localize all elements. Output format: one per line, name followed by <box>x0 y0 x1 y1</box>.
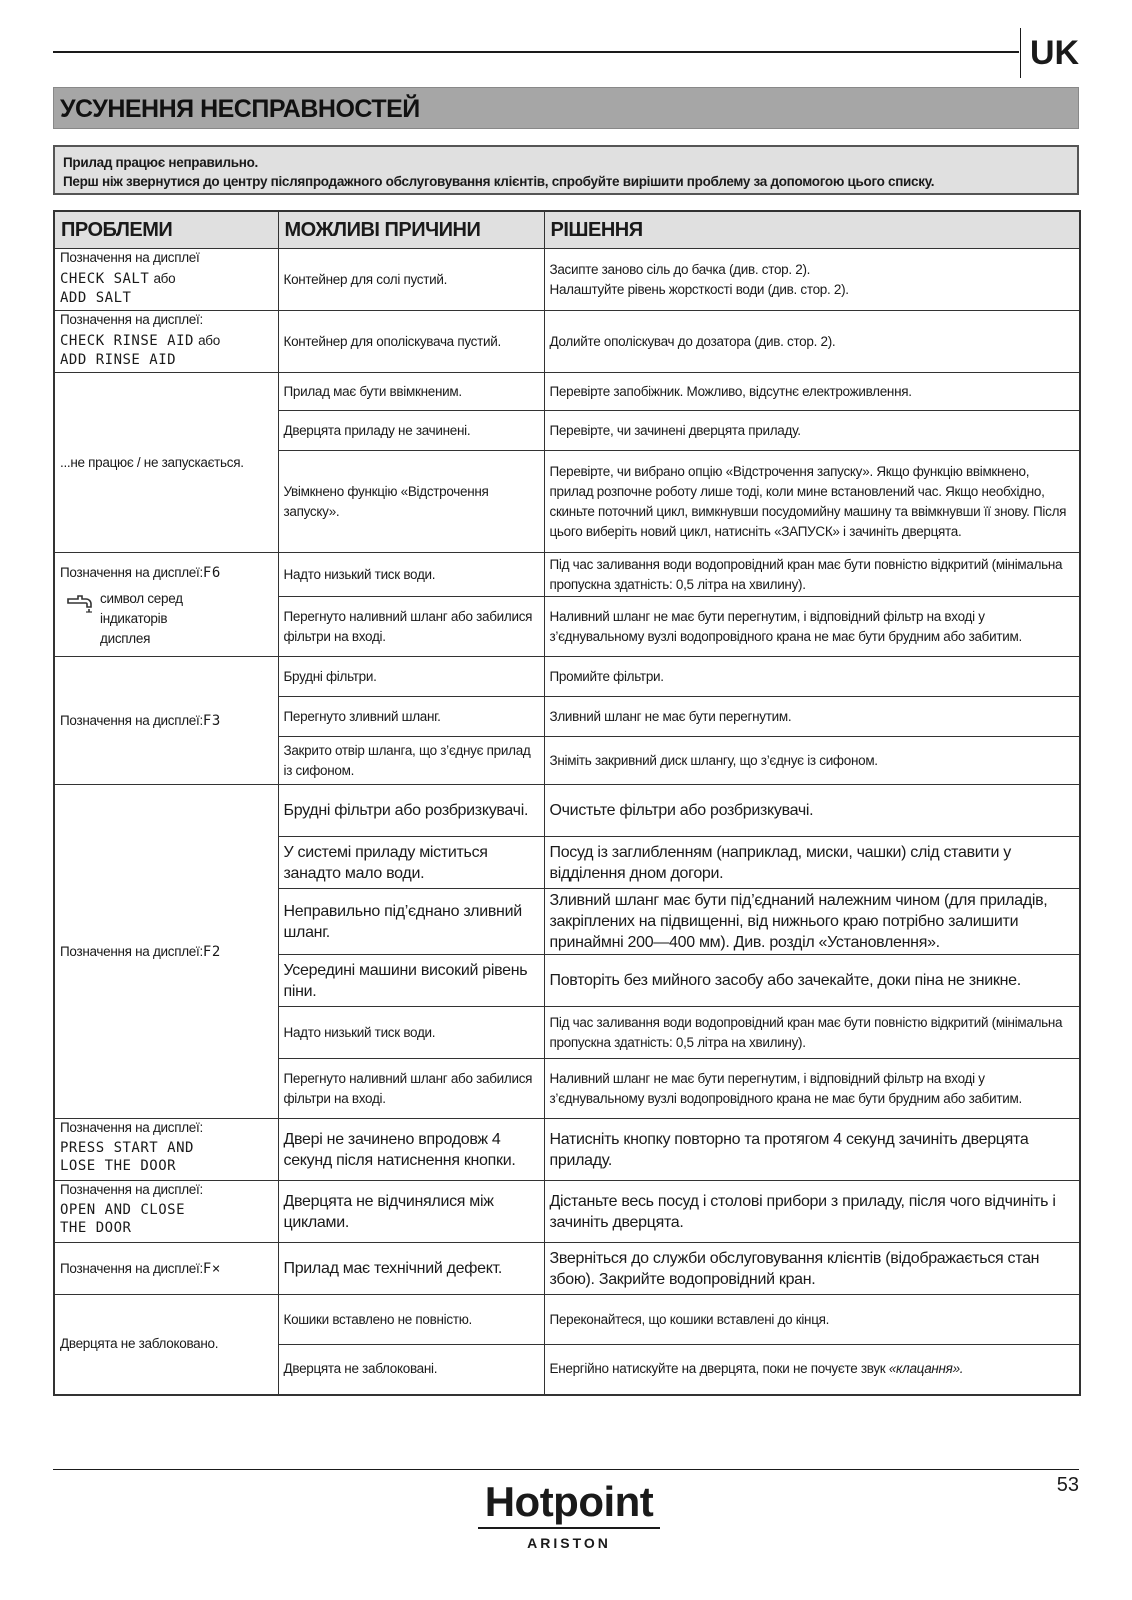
brand-subname: ARISTON <box>527 1535 611 1551</box>
display-code: CHECK SALT <box>60 271 150 287</box>
display-code: OPEN AND CLOSE <box>60 1202 186 1218</box>
table-row <box>54 311 1080 373</box>
header-divider <box>1020 28 1021 78</box>
display-label: Позначення на дисплеї <box>60 250 200 265</box>
cause-cell: Закрито отвір шланга, що з’єднує прилад із сифоном. <box>278 737 544 785</box>
cause-cell: Дверцята не відчинялися між циклами. <box>278 1181 544 1243</box>
solution-cell <box>544 249 1080 311</box>
problem-cell: Дверцята не заблоковано. <box>54 1295 278 1395</box>
cause-cell: Дверцята приладу не зачинені. <box>278 411 544 451</box>
troubleshooting-table <box>53 210 1081 1396</box>
solution-cell: Зливний шланг не має бути перегнутим. <box>544 697 1080 737</box>
cause-cell: Надто низький тиск води. <box>278 553 544 597</box>
language-code: UK <box>1030 34 1080 72</box>
solution-cell: Переконайтеся, що кошики вставлені до кінця. <box>544 1295 1080 1345</box>
problem-cell <box>54 249 278 311</box>
header-rule <box>53 51 1019 53</box>
problem-cell <box>54 785 278 1119</box>
problem-cell <box>54 553 278 657</box>
display-code: F3 <box>202 712 221 729</box>
cause-cell: Двері не зачинено впродовж 4 секунд після натиснення кнопки. <box>278 1119 544 1181</box>
problem-cell <box>54 1243 278 1295</box>
table-row <box>54 249 1080 311</box>
problem-cell <box>54 1181 278 1243</box>
solution-emphasis: «клацання». <box>888 1361 964 1377</box>
cause-cell: Прилад має бути ввімкненим. <box>278 373 544 411</box>
display-code: LOSE THE DOOR <box>60 1158 177 1174</box>
solution-cell: Наливний шланг не має бути перегнутим, і відповідний фільтр на вході у з’єднувальному вузлі водопровідного крана не має бути брудним або забитим. <box>544 597 1080 657</box>
page-number: 53 <box>1056 1474 1079 1496</box>
problem-cell <box>54 657 278 785</box>
cause-cell: Брудні фільтри або розбризкувачі. <box>278 785 544 837</box>
solution-cell: Зніміть закривний диск шлангу, що з’єднує із сифоном. <box>544 737 1080 785</box>
solution-cell: Перевірте запобіжник. Можливо, відсутнє електроживлення. <box>544 373 1080 411</box>
solution-cell: Зливний шланг має бути під’єднаний належним чином (для приладів, закріплених на підвищенні, від нижнього краю потрібно залишити принаймні 200—400 мм). Див. розділ «Установлення». <box>544 889 1080 955</box>
display-label: Позначення на дисплеї: <box>60 1182 203 1197</box>
display-code: PRESS START AND <box>60 1140 194 1156</box>
table-row <box>54 1181 1080 1243</box>
cause-cell: Прилад має технічний дефект. <box>278 1243 544 1295</box>
display-code: THE DOOR <box>60 1220 132 1236</box>
cause-cell: Кошики вставлено не повністю. <box>278 1295 544 1345</box>
cause-cell: Дверцята не заблоковані. <box>278 1345 544 1395</box>
brand-logo <box>474 1479 664 1551</box>
cause-cell: Перегнуто наливний шланг або забилися фільтри на вході. <box>278 1059 544 1119</box>
section-title-bar <box>53 87 1079 129</box>
solution-cell: Натисніть кнопку повторно та протягом 4 секунд зачиніть дверцята приладу. <box>544 1119 1080 1181</box>
table-row <box>54 373 1080 411</box>
display-code: ADD RINSE AID <box>60 352 177 368</box>
brand-name: Hotpoint <box>484 1478 654 1525</box>
solution-text: Енергійно натискуйте на дверцята, поки не почуєте звук <box>549 1361 886 1377</box>
cause-cell: Усередині машини високий рівень піни. <box>278 955 544 1007</box>
table-row <box>54 657 1080 697</box>
column-header-problems: ПРОБЛЕМИ <box>54 211 278 249</box>
solution-cell: Перевірте, чи зачинені дверцята приладу. <box>544 411 1080 451</box>
solution-cell: Очистьте фільтри або розбризкувачі. <box>544 785 1080 837</box>
display-label: Позначення на дисплеї: <box>60 1120 203 1135</box>
cause-cell: Неправильно під’єднано зливний шланг. <box>278 889 544 955</box>
intro-box <box>53 145 1079 195</box>
solution-cell: Перевірте, чи вибрано опцію «Відстрочення запуску». Якщо функцію ввімкнено, прилад розпочне роботу лише тоді, коли мине встановлений час. Якщо необхідно, скиньте поточний цикл, вимкнувши посудомийну машину та ввімкнувши її знову. Після цього виберіть новий цикл, натисніть «ЗАПУСК» і зачиніть дверцята. <box>544 451 1080 553</box>
solution-cell <box>544 1345 1080 1395</box>
display-label: Позначення на дисплеї: <box>60 943 203 959</box>
display-label: Позначення на дисплеї: <box>60 312 203 327</box>
solution-cell: Під час заливання води водопровідний кран має бути повністю відкритий (мінімальна пропускна здатність: 0,5 літра на хвилину). <box>544 553 1080 597</box>
table-row <box>54 785 1080 837</box>
table-row <box>54 1243 1080 1295</box>
solution-line: Налаштуйте рівень жорсткості води (див. стор. 2). <box>549 281 849 297</box>
solution-cell: Під час заливання води водопровідний кран має бути повністю відкритий (мінімальна пропускна здатність: 0,5 літра на хвилину). <box>544 1007 1080 1059</box>
cause-cell: Перегнуто наливний шланг або забилися фільтри на вході. <box>278 597 544 657</box>
display-code: F6 <box>202 565 221 581</box>
cause-cell: Увімкнено функцію «Відстрочення запуску». <box>278 451 544 553</box>
or-text: або <box>198 333 220 348</box>
table-row <box>54 1295 1080 1345</box>
problem-cell <box>54 1119 278 1181</box>
solution-line: Засипте заново сіль до бачка (див. стор. 2). <box>549 261 811 277</box>
intro-line-1: Прилад працює неправильно. <box>63 155 258 170</box>
display-label: Позначення на дисплеї: <box>60 712 203 728</box>
icon-description: символ серед індикаторів дисплея <box>100 591 183 646</box>
display-code: ADD SALT <box>60 290 132 306</box>
solution-cell: Промийте фільтри. <box>544 657 1080 697</box>
table-row <box>54 553 1080 597</box>
solution-cell: Наливний шланг не має бути перегнутим, і відповідний фільтр на вході у з’єднувальному вузлі водопровідного крана не має бути брудним або забитим. <box>544 1059 1080 1119</box>
column-header-solutions: РІШЕННЯ <box>544 211 1080 249</box>
column-header-causes: МОЖЛИВІ ПРИЧИНИ <box>278 211 544 249</box>
cause-cell: Контейнер для ополіскувача пустий. <box>278 311 544 373</box>
logo-rule <box>478 1527 660 1529</box>
problem-cell: ...не працює / не запускається. <box>54 373 278 553</box>
cause-cell: Перегнуто зливний шланг. <box>278 697 544 737</box>
section-title: УСУНЕННЯ НЕСПРАВНОСТЕЙ <box>60 95 420 123</box>
footer-rule <box>53 1469 1079 1470</box>
solution-cell: Посуд із заглибленням (наприклад, миски, чашки) слід ставити у відділення дном догори. <box>544 837 1080 889</box>
intro-line-2: Перш ніж звернутися до центру післяпродажного обслуговування клієнтів, спробуйте вирішити проблему за допомогою цього списку. <box>63 174 935 189</box>
solution-cell: Долийте ополіскувач до дозатора (див. стор. 2). <box>544 311 1080 373</box>
table-row <box>54 1119 1080 1181</box>
cause-cell: Контейнер для солі пустий. <box>278 249 544 311</box>
display-code: CHECK RINSE AID <box>60 333 194 349</box>
solution-cell: Повторіть без мийного засобу або зачекайте, доки піна не зникне. <box>544 955 1080 1007</box>
display-code: F2 <box>202 943 221 960</box>
solution-cell: Дістаньте весь посуд і столові прибори з приладу, після чого відчиніть і зачиніть дверцята. <box>544 1181 1080 1243</box>
display-code: F× <box>202 1260 221 1277</box>
water-tap-icon <box>66 593 94 615</box>
or-text: або <box>153 271 176 286</box>
display-label: Позначення на дисплеї: <box>60 565 203 580</box>
table-header-row <box>54 211 1080 249</box>
cause-cell: У системі приладу міститься занадто мало води. <box>278 837 544 889</box>
problem-cell <box>54 311 278 373</box>
cause-cell: Надто низький тиск води. <box>278 1007 544 1059</box>
display-label: Позначення на дисплеї: <box>60 1260 203 1276</box>
cause-cell: Брудні фільтри. <box>278 657 544 697</box>
solution-cell: Зверніться до служби обслуговування клієнтів (відображається стан збою). Закрийте водопровідний кран. <box>544 1243 1080 1295</box>
